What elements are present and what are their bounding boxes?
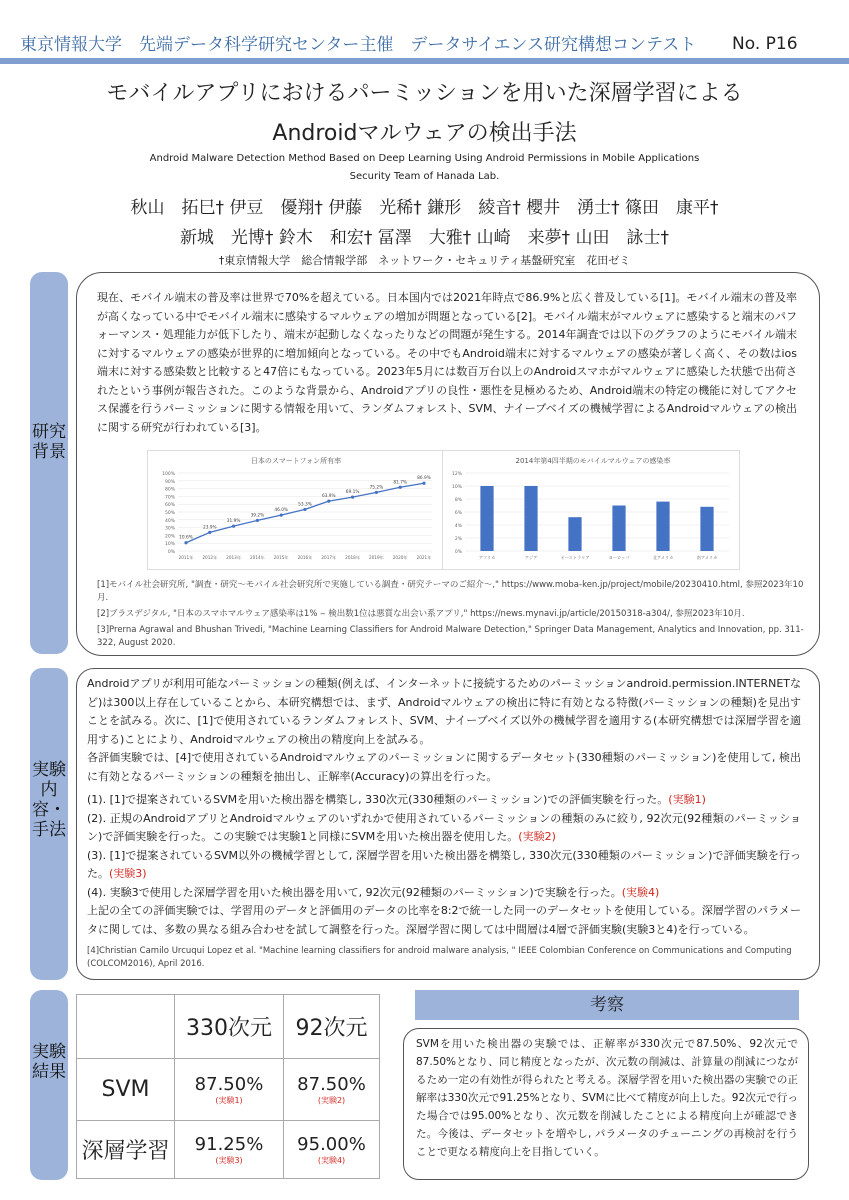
data-point (375, 491, 378, 494)
x-tick-label: 2013年 (226, 555, 242, 560)
data-label: 23.9% (202, 525, 217, 531)
y-tick-label: 30% (164, 526, 175, 532)
method-sidebar (30, 668, 68, 980)
affiliation: †東京情報大学 総合情報学部 ネットワーク・セキュリティ基盤研究室 花田ゼミ (218, 254, 631, 267)
x-tick-label: アフリカ (478, 555, 496, 560)
method-content (87, 675, 801, 971)
y-tick-label: 0% (167, 550, 175, 555)
dl-92-value: 95.00% (297, 1133, 366, 1155)
background-text: 現在、モバイル端末の普及率は世界で70%を超えている。日本国内では2021年時点で86.9%と広く普及している[1]。モバイル端末の普及率が高くなっている中でモバイル端末に感染するマルウェアの増加が問題となっている[2]。モバイル端末がマルウェアに感染すると端末のパフォーマンス・処理能力が低下したり、端末が起動しなくなったりなどの問題が発生する。2014年調査では以下のグラフのようにモバイル端末に対するマルウェアの感染が世界的に増加傾向となっている。その中でもAndroid端末に対するマルウェアの感染が著しく高く、その数はios端末に対する感染数と比較すると47倍にもなっている。2023年5月には数百万台以上のAndroidスマホがマルウェアに感染した状態で出荷されたという事例が報告された。このような背景から、Androidアプリの良性・悪性を見極めるため、Android端末の特定の機能に対してアクセス保護を行うパーミッションに関する情報を用いて、ランダムフォレスト、SVM、ナイーブベイズの機械学習によるAndroidマルウェアの検出に関する研究が行われている[3]。 (97, 291, 797, 434)
team-name: Security Team of Hanada Lab. (349, 171, 500, 182)
y-tick-label: 60% (164, 503, 175, 509)
x-tick-label: 2020年 (392, 555, 408, 560)
y-tick-label: 0% (454, 550, 462, 555)
experiment-4 (87, 884, 801, 903)
x-tick-label: アジア (524, 555, 538, 560)
experiment-4-tag: (実験4) (621, 885, 660, 899)
data-label: 75.2% (369, 485, 384, 491)
y-tick-label: 2% (454, 537, 462, 542)
y-tick-label: 50% (164, 511, 175, 516)
cell-dl-92 (284, 1121, 380, 1179)
data-point (208, 531, 211, 534)
y-tick-label: 8% (454, 498, 462, 503)
cell-svm-330 (175, 1059, 284, 1121)
data-label: 31.9% (226, 519, 241, 525)
experiment-3 (87, 847, 801, 884)
smartphone-ownership-chart (147, 450, 445, 570)
x-tick-label: 北アメリカ (652, 555, 674, 560)
svm-330-tag: (実験1) (215, 1095, 243, 1105)
bar (700, 507, 713, 551)
discussion-text: SVMを用いた検出器の実験では、正解率が330次元で87.50%、92次元で87.50%となり、同じ精度となったが、次元数の削減は、計算量の削減につながるため一定の有効性が得られたと考える。深層学習を用いた検出器の実験での正解率は330次元で91.25%となり、SVMに比べて精度が向上した。92次元で行った場合では95.00%となり、次元数を削減したことによる精度向上が確認できた。今後は、データセットを増やし, パラメータのチューニングの再検討を行うことで更なる精度向上を目指していく。 (416, 1038, 798, 1158)
y-tick-label: 6% (454, 511, 462, 516)
discussion-title: 考察 (415, 990, 799, 1020)
experiment-1-tag: (実験1) (668, 793, 706, 806)
results-sidebar (30, 990, 68, 1180)
y-tick-label: 10% (164, 542, 175, 548)
results-table (76, 994, 380, 1179)
data-label: 10.6% (179, 535, 193, 541)
cell-dl-330 (175, 1121, 284, 1179)
data-point (256, 519, 259, 522)
data-label: 53.3% (298, 502, 312, 508)
data-point (280, 514, 283, 517)
method-box (76, 668, 820, 980)
experiment-2-tag: (実験2) (518, 830, 556, 843)
data-point (232, 525, 235, 528)
svm-92-value: 87.50% (297, 1073, 366, 1095)
background-references (97, 579, 807, 650)
y-tick-label: 10% (451, 485, 462, 490)
data-label: 86.9% (417, 476, 431, 482)
background-box (76, 272, 820, 656)
y-tick-label: 100% (162, 472, 175, 477)
data-point (184, 541, 187, 544)
y-tick-label: 40% (164, 518, 175, 524)
background-label: 研究背景 (32, 422, 66, 462)
data-label: 39.2% (250, 513, 265, 519)
method-intro-2: 各評価実験では、[4]で使用されているAndroidマルウェアのパーミッションに関するデータセット(330種類のパーミッション)を使用して, 検出に有効となるパーミッションの種類を抽出し、正解率(Accuracy)の算出を行った。 (87, 751, 801, 783)
background-sidebar (30, 272, 68, 654)
chart-title: 日本のスマートフォン所有率 (250, 457, 342, 465)
header-92: 92次元 (284, 995, 380, 1059)
data-label: 46.0% (274, 508, 289, 514)
cell-svm-92 (284, 1059, 380, 1121)
series-line (186, 483, 424, 543)
x-tick-label: ヨーロッパ (608, 555, 630, 560)
data-point (303, 508, 306, 511)
bar (612, 506, 625, 552)
experiment-2 (87, 810, 801, 847)
method-label: 実験内容・手法 (32, 760, 66, 840)
y-tick-label: 20% (164, 534, 175, 540)
svm-92-tag: (実験2) (317, 1095, 346, 1105)
paper-title-line2: Androidマルウェアの検出手法 (272, 121, 577, 146)
reference-3: [3]Prerna Agrawal and Bhushan Trivedi, "Machine Learning Classifiers for Android Malware Detection," Springer Data Management, Analytics and Innovation, pp. 311-322, August 2020. (97, 625, 804, 648)
dl-330-tag: (実験3) (215, 1155, 243, 1165)
paper-title-line1: モバイルアプリにおけるパーミッションを用いた深層学習による (106, 81, 743, 106)
data-point (399, 486, 402, 489)
method-intro-1: Androidアプリが利用可能なパーミッションの種類(例えば、インターネットに接続するためのパーミッションandroid.permission.INTERNETなど)は300以上存在していることから、本研究構想では、まず、Androidマルウェアの検出に特に有効となる特徴(パーミッションの種類)を見出すことを試みる。次に、[1]で使用されているランダムフォレスト、SVM、ナイーブベイズ以外の機械学習を適用する(本研究構想では深層学習を適用する)ことにより、Androidマルウェアの検出の精度向上を試みる。 (87, 677, 801, 746)
header-330: 330次元 (175, 995, 284, 1059)
english-title: Android Malware Detection Method Based on Deep Learning Using Android Permissions in Mobile Applications (149, 153, 700, 164)
malware-infection-chart (442, 450, 740, 570)
authors-line2: 新城 光博† 鈴木 和宏† 冨澤 大雅† 山崎 来夢† 山田 詠士† (179, 228, 670, 248)
data-label: 63.9% (321, 494, 336, 500)
experiment-3-tag: (実験3) (109, 867, 147, 880)
experiment-2-text: (2). 正規のAndroidアプリとAndroidマルウェアのいずれかで使用されているパーミッションの種類のみに絞り, 92次元(92種類のパーミッション)で評価実験を行った。この実験では実験1と同様にSVMを用いた検出器を使用した。 (87, 811, 801, 843)
data-label: 69.1% (345, 490, 360, 496)
bar (480, 486, 493, 551)
method-outro: 上記の全ての評価実験では、学習用のデータと評価用のデータの比率を8:2で統一した同一のデータセットを使用している。深層学習のパラメータに関しては、多数の異なる組み合わせを試して調整を行った。深層学習に関しては中間層は4層で評価実験(実験3と4)を行っている。 (87, 904, 801, 936)
discussion-box (403, 1028, 809, 1180)
x-tick-label: 2011年 (178, 555, 194, 560)
dl-92-tag: (実験4) (317, 1155, 346, 1165)
experiment-4-text: (4). 実験3で使用した深層学習を用いた検出器を用いて, 92次元(92種類のパーミッション)で実験を行った。 (87, 885, 622, 899)
y-tick-label: 70% (164, 495, 175, 501)
bar (524, 486, 537, 551)
data-point (422, 482, 425, 485)
reference-2: [2]ブラスデジタル, "日本のスマホマルウェア感染率は1% ‒ 検出数1位は悪質な出会い系アプリ," https://news.mynavi.jp/article/20150318-a304/, 参照2023年10月. (97, 609, 745, 619)
row-svm: SVM (77, 1059, 175, 1121)
authors-line1: 秋山 拓巳† 伊豆 優翔† 伊藤 光稀† 鎌形 綾音† 櫻井 湧士† 篠田 康平† (130, 198, 719, 218)
table-corner (77, 995, 175, 1059)
x-tick-label: 2019年 (368, 555, 384, 560)
poster-number: No. P16 (732, 34, 798, 54)
x-tick-label: 2017年 (321, 555, 337, 560)
experiment-3-text: (3). [1]で提案されているSVM以外の機械学習として, 深層学習を用いた検出器を構築し, 330次元(330種類のパーミッション)で評価実験を行った。 (87, 848, 801, 880)
x-tick-label: オーストラリア (560, 555, 590, 560)
header-divider (0, 58, 849, 64)
reference-1: [1]モバイル社会研究所, "調査・研究～モバイル社会研究所で実施している調査・研究テーマのご紹介～," https://www.moba-ken.jp/project/mobile/20230410.html, 参照2023年10月. (97, 580, 804, 603)
dl-330-value: 91.25% (194, 1133, 264, 1155)
x-tick-label: 2015年 (273, 555, 289, 560)
experiment-1-text: (1). [1]で提案されているSVMを用いた検出器を構築し, 330次元(330種類のパーミッション)での評価実験を行った。 (87, 793, 669, 806)
row-deep-learning: 深層学習 (77, 1121, 175, 1179)
x-tick-label: 2014年 (249, 555, 265, 560)
y-tick-label: 80% (164, 487, 175, 493)
x-tick-label: 2012年 (202, 555, 218, 560)
x-tick-label: 2016年 (297, 555, 313, 560)
x-tick-label: 南アメリカ (696, 555, 718, 560)
chart-title: 2014年第4四半期のモバイルマルウェアの感染率 (515, 457, 671, 465)
svm-330-value: 87.50% (194, 1073, 264, 1095)
contest-title: 東京情報大学 先端データ科学研究センター主催 データサイエンス研究構想コンテスト (20, 35, 697, 55)
reference-4: [4]Christian Camilo Urcuqui Lopez et al. "Machine learning classifiers for android malware analysis, " IEEE Colombian Conference on Communications and Computing (COLCOM2016), April 2016. (87, 946, 792, 969)
x-tick-label: 2018年 (345, 555, 361, 560)
data-label: 81.7% (393, 480, 408, 486)
bar (568, 517, 581, 551)
x-tick-label: 2021年 (416, 555, 432, 560)
data-point (351, 496, 354, 499)
y-tick-label: 90% (164, 479, 175, 485)
experiment-1 (87, 791, 801, 810)
y-tick-label: 4% (454, 524, 462, 529)
results-label: 実験結果 (32, 1042, 66, 1082)
data-point (327, 500, 330, 503)
bar (656, 502, 669, 551)
y-tick-label: 12% (451, 472, 462, 477)
